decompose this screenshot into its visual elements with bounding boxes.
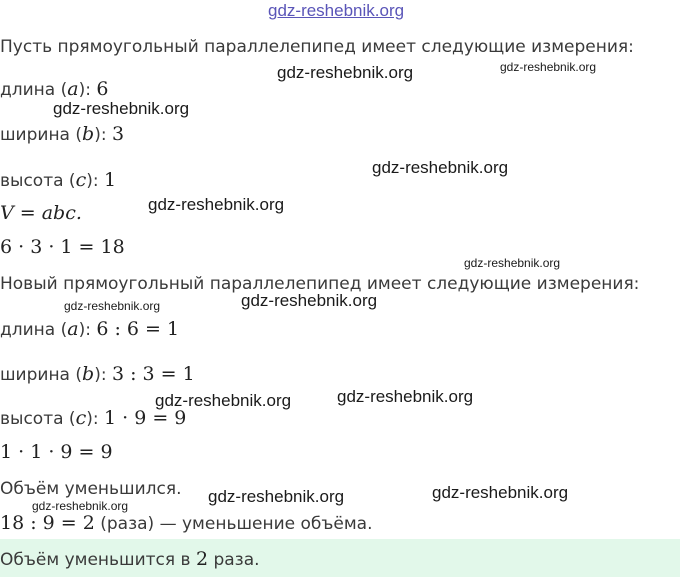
height-var: c [75, 169, 87, 191]
length-label: длина [0, 80, 56, 100]
new-length-line: длина (a): 6 : 6 = 1 [0, 318, 180, 340]
watermark: gdz-reshebnik.org [464, 256, 561, 270]
length-var: a [67, 318, 79, 340]
height-label: высота [0, 409, 64, 429]
watermark: gdz-reshebnik.org [372, 158, 509, 177]
ratio-math: 18 : 9 = 2 [0, 512, 95, 534]
volume-calculation: 6 · 3 · 1 = 18 [0, 236, 125, 258]
answer-prefix: Объём уменьшится в [0, 550, 191, 570]
watermark: gdz-reshebnik.org [241, 291, 378, 310]
watermark: gdz-reshebnik.org [32, 499, 129, 513]
width-label: ширина [0, 125, 70, 145]
new-intro-text: Новый прямоугольный параллелепипед имеет следующие измерения: [0, 274, 640, 294]
watermark: gdz-reshebnik.org [277, 63, 414, 82]
new-volume-calculation: 1 · 1 · 9 = 9 [0, 441, 113, 463]
width-var: b [82, 363, 95, 385]
volume-formula: V = abc. [0, 202, 82, 224]
length-value: 6 : 6 = 1 [96, 318, 180, 340]
height-var: c [75, 407, 87, 429]
watermark: gdz-reshebnik.org [64, 299, 161, 313]
answer-box [0, 539, 680, 577]
watermark-link[interactable]: gdz-reshebnik.org [268, 1, 405, 20]
original-width-line: ширина (b): 3 [0, 123, 125, 145]
watermark: gdz-reshebnik.org [432, 483, 569, 502]
watermark: gdz-reshebnik.org [148, 195, 285, 214]
watermark: gdz-reshebnik.org [500, 60, 597, 74]
length-label: длина [0, 320, 56, 340]
new-height-line: высота (c): 1 · 9 = 9 [0, 407, 187, 429]
ratio-line [0, 512, 373, 535]
watermark: gdz-reshebnik.org [337, 387, 474, 406]
decrease-note: Объём уменьшился. [0, 479, 182, 499]
answer-suffix: раза. [213, 550, 260, 570]
height-value: 1 · 9 = 9 [103, 407, 187, 429]
intro-text: Пусть прямоугольный параллелепипед имеет следующие измерения: [0, 37, 634, 57]
watermark: gdz-reshebnik.org [208, 487, 345, 506]
width-value: 3 : 3 = 1 [111, 363, 195, 385]
height-label: высота [0, 171, 64, 191]
answer-value: 2 [195, 548, 209, 570]
width-value: 3 [111, 123, 125, 145]
width-var: b [82, 123, 95, 145]
width-label: ширина [0, 365, 70, 385]
height-value: 1 [103, 169, 117, 191]
ratio-text: (раза) — уменьшение объёма. [100, 514, 373, 534]
original-height-line: высота (c): 1 [0, 169, 117, 191]
length-var: a [67, 78, 79, 100]
watermark: gdz-reshebnik.org [155, 391, 292, 410]
original-length-line: длина (a): 6 [0, 78, 109, 100]
new-width-line: ширина (b): 3 : 3 = 1 [0, 363, 195, 385]
length-value: 6 [96, 78, 109, 100]
answer-line [0, 548, 260, 571]
watermark: gdz-reshebnik.org [53, 99, 190, 118]
